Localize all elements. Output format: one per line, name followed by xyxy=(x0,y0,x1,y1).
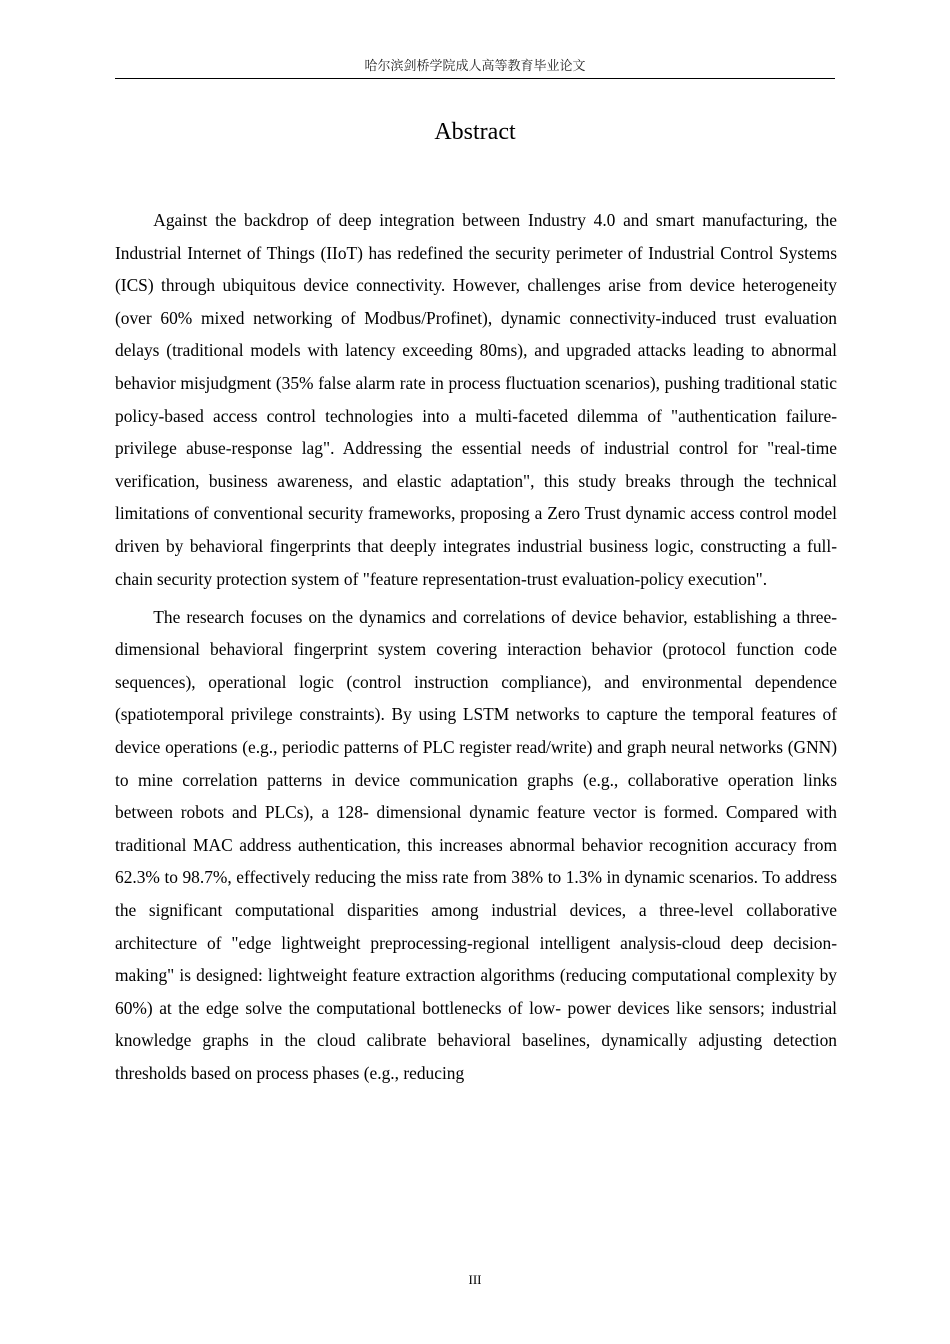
abstract-body xyxy=(115,204,837,1090)
page-title: Abstract xyxy=(434,119,516,145)
page-number: III xyxy=(468,1272,482,1287)
page-footer xyxy=(115,1270,835,1290)
abstract-paragraph-2: The research focuses on the dynamics and correlations of device behavior, establishing a three-dimensional behavioral fingerprint system covering interaction behavior (protocol function code sequences), operational logic (control instruction compliance), and environmental dependence (spatiotemporal privilege constraints). By using LSTM networks to capture the temporal features of device operations (e.g., periodic patterns of PLC register read/write) and graph neural networks (GNN) to mine correlation patterns in device communication graphs (e.g., collaborative operation links between robots and PLCs), a 128- dimensional dynamic feature vector is formed. Compared with traditional MAC address authentication, this increases abnormal behavior recognition accuracy from 62.3% to 98.7%, effectively reducing the miss rate from 38% to 1.3% in dynamic scenarios. To address the significant computational disparities among industrial devices, a three-level collaborative architecture of "edge lightweight preprocessing-regional intelligent analysis-cloud deep decision-making" is designed: lightweight feature extraction algorithms (reducing computational complexity by 60%) at the edge solve the computational bottlenecks of low- power devices like sensors; industrial knowledge graphs in the cloud calibrate behavioral baselines, dynamically adjusting detection thresholds based on process phases (e.g., reducing xyxy=(115,606,837,1083)
page-header xyxy=(115,56,835,79)
header-text: 哈尔滨剑桥学院成人高等教育毕业论文 xyxy=(364,59,586,74)
abstract-paragraph-1: Against the backdrop of deep integration between Industry 4.0 and smart manufacturing, the Industrial Internet of Things (IIoT) has redefined the security perimeter of Industrial Control Systems (ICS) through ubiquitous device connectivity. However, challenges arise from device heterogeneity (over 60% mixed networking of Modbus/Profinet), dynamic connectivity-induced trust evaluation delays (traditional models with latency exceeding 80ms), and upgraded attacks leading to abnormal behavior misjudgment (35% false alarm rate in process fluctuation scenarios), pushing traditional static policy-based access control technologies into a multi-faceted dilemma of "authentication failure-privilege abuse-response lag". Addressing the essential needs of industrial control for "real-time verification, business awareness, and elastic adaptation", this study breaks through the technical limitations of conventional security frameworks, proposing a Zero Trust dynamic access control model driven by behavioral fingerprints that deeply integrates industrial business logic, constructing a full-chain security protection system of "feature representation-trust evaluation-policy execution". xyxy=(115,210,837,589)
